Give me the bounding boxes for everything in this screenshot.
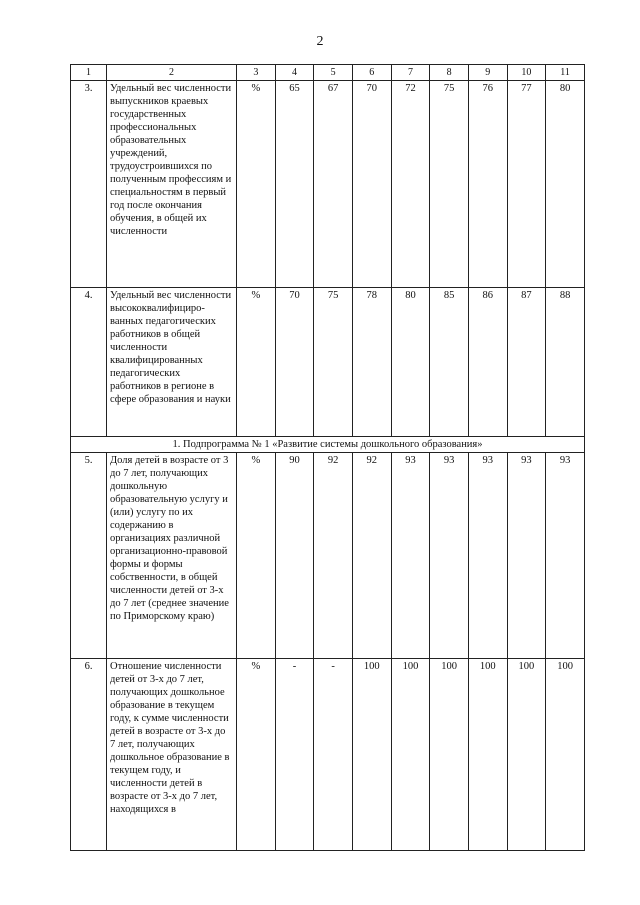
unit-cell: % (237, 288, 276, 437)
value-cell: 100 (546, 659, 585, 851)
header-cell: 5 (314, 65, 353, 81)
value-cell: 67 (314, 81, 353, 288)
value-cell: 93 (430, 453, 469, 659)
row-number: 4. (71, 288, 107, 437)
header-cell: 7 (391, 65, 430, 81)
header-cell: 6 (352, 65, 391, 81)
value-cell: 65 (275, 81, 314, 288)
value-cell: 93 (391, 453, 430, 659)
value-cell: 75 (430, 81, 469, 288)
table-row (71, 659, 585, 851)
header-row (71, 65, 585, 81)
value-cell: 93 (546, 453, 585, 659)
header-cell: 3 (237, 65, 276, 81)
table-row (71, 81, 585, 288)
header-cell: 2 (107, 65, 237, 81)
value-cell: 100 (352, 659, 391, 851)
value-cell: 75 (314, 288, 353, 437)
value-cell: 70 (275, 288, 314, 437)
value-cell: 78 (352, 288, 391, 437)
value-cell: 86 (468, 288, 507, 437)
header-cell: 10 (507, 65, 546, 81)
indicators-table (70, 64, 585, 851)
value-cell: - (275, 659, 314, 851)
value-cell: 92 (352, 453, 391, 659)
value-cell: 100 (391, 659, 430, 851)
page-number: 2 (316, 34, 324, 49)
indicator-description: Удельный вес численности высококвалифициро-ванных педагогических работников в общей численности квалифицированных педагогических работников в регионе в сфере образования и науки (107, 288, 237, 437)
value-cell: 92 (314, 453, 353, 659)
header-cell: 9 (468, 65, 507, 81)
header-cell: 11 (546, 65, 585, 81)
value-cell: 90 (275, 453, 314, 659)
header-cell: 4 (275, 65, 314, 81)
value-cell: 93 (468, 453, 507, 659)
value-cell: 80 (391, 288, 430, 437)
indicator-description: Отношение численности детей от 3-х до 7 лет, получающих дошкольное образование в текущем году, к сумме численности детей в возрасте от 3-х до 7 лет, получающих дошкольное образование в текущем году, и численности детей в возрасте от 3-х до 7 лет, находящихся в (107, 659, 237, 851)
header-cell: 1 (71, 65, 107, 81)
value-cell: 87 (507, 288, 546, 437)
value-cell: 76 (468, 81, 507, 288)
value-cell: 100 (468, 659, 507, 851)
indicator-description: Удельный вес численности выпускников краевых государственных профессиональных образовательных учреждений, трудоустроившихся по полученным профессиям и специальностям в первый год после окончания обучения, в общей их численности (107, 81, 237, 288)
table-row (71, 288, 585, 437)
unit-cell: % (237, 453, 276, 659)
value-cell: 77 (507, 81, 546, 288)
row-number: 3. (71, 81, 107, 288)
subprogram-row (71, 437, 585, 453)
value-cell: 93 (507, 453, 546, 659)
value-cell: 85 (430, 288, 469, 437)
indicator-description: Доля детей в возрасте от 3 до 7 лет, получающих дошкольную образовательную услугу и (или) услугу по их содержанию в организациях различной организационно-правовой формы и формы собственности, в общей численности детей от 3-х до 7 лет (среднее значение по Приморскому краю) (107, 453, 237, 659)
value-cell: 80 (546, 81, 585, 288)
subprogram-title: 1. Подпрограмма № 1 «Развитие системы дошкольного образования» (71, 437, 585, 453)
value-cell: 88 (546, 288, 585, 437)
unit-cell: % (237, 659, 276, 851)
value-cell: 100 (430, 659, 469, 851)
row-number: 5. (71, 453, 107, 659)
header-cell: 8 (430, 65, 469, 81)
value-cell: 100 (507, 659, 546, 851)
row-number: 6. (71, 659, 107, 851)
unit-cell: % (237, 81, 276, 288)
value-cell: - (314, 659, 353, 851)
value-cell: 72 (391, 81, 430, 288)
value-cell: 70 (352, 81, 391, 288)
table-row (71, 453, 585, 659)
